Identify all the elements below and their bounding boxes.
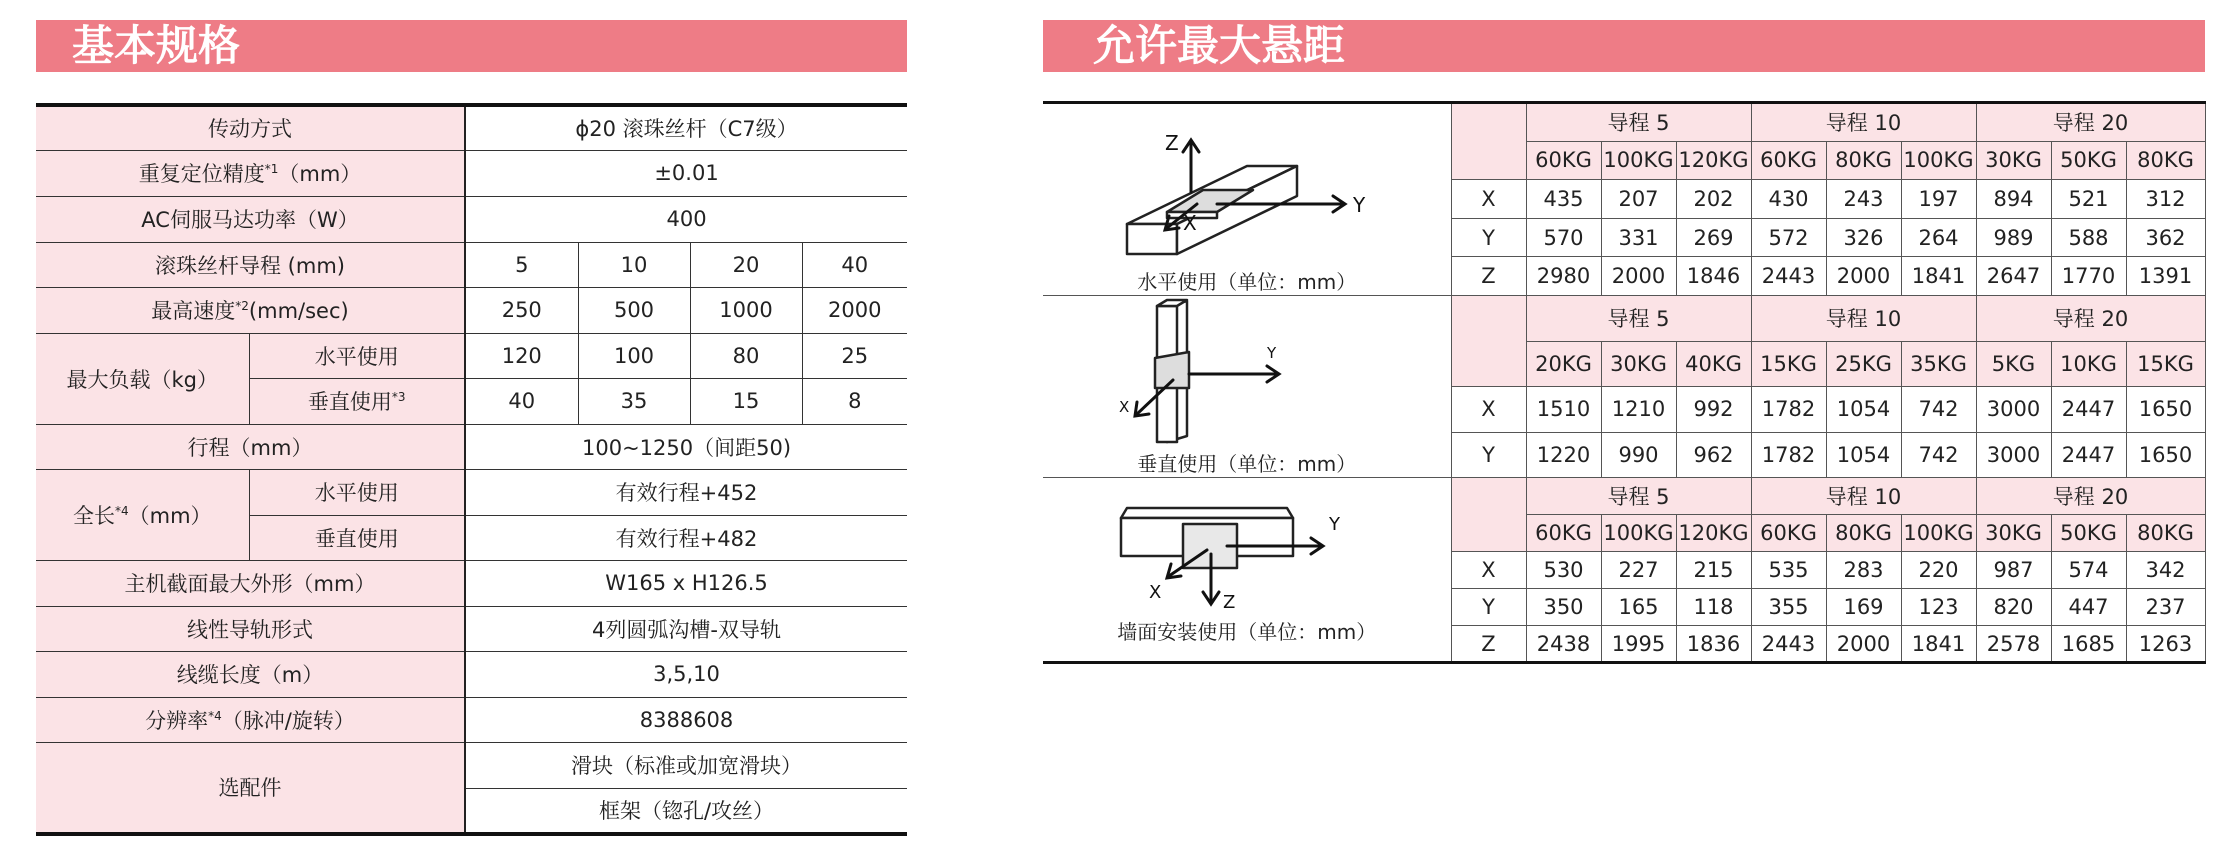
overhang-value: 243	[1826, 180, 1901, 219]
load-header: 60KG	[1751, 515, 1826, 552]
overhang-value: 1263	[2126, 626, 2205, 663]
spec-value: 3,5,10	[465, 651, 907, 697]
overhang-value: 992	[1676, 387, 1751, 433]
load-header: 60KG	[1526, 141, 1601, 180]
load-header: 120KG	[1676, 141, 1751, 180]
load-header: 100KG	[1601, 515, 1676, 552]
overhang-value: 1846	[1676, 257, 1751, 296]
wall-mount-diagram	[1097, 494, 1397, 614]
load-header: 80KG	[1826, 515, 1901, 552]
overhang-value: 207	[1601, 180, 1676, 219]
diagram-caption: 垂直使用（单位：mm）	[1137, 452, 1357, 476]
axis-cell: Z	[1451, 257, 1526, 296]
axis-z-label: Z	[1222, 592, 1236, 613]
spec-row-lead	[36, 242, 907, 287]
spec-label: 主机截面最大外形（mm）	[36, 560, 465, 606]
overhang-value: 2000	[1601, 257, 1676, 296]
overhang-value: 990	[1601, 432, 1676, 478]
spec-value: 有效行程+452	[465, 469, 907, 515]
overhang-value: 820	[1976, 589, 2051, 626]
axis-y-label: Y	[1328, 514, 1340, 535]
lead-header: 导程 5	[1526, 296, 1751, 342]
spec-value: 8388608	[465, 697, 907, 742]
spec-value: 1000	[690, 287, 802, 333]
overhang-value: 1650	[2126, 387, 2205, 433]
spec-label: 行程（mm）	[36, 424, 465, 469]
overhang-value: 989	[1976, 218, 2051, 257]
overhang-value: 1054	[1826, 387, 1901, 433]
load-header: 25KG	[1826, 341, 1901, 387]
overhang-value: 237	[2126, 589, 2205, 626]
spec-value: 80	[690, 333, 802, 378]
spec-value: 15	[690, 378, 802, 424]
overhang-lead-row	[1043, 478, 2205, 515]
spec-sublabel: 水平使用	[249, 469, 465, 515]
overhang-lead-row	[1043, 296, 2205, 342]
load-header: 100KG	[1901, 515, 1976, 552]
load-header: 60KG	[1526, 515, 1601, 552]
overhang-value: 202	[1676, 180, 1751, 219]
overhang-value: 3000	[1976, 387, 2051, 433]
overhang-value: 435	[1526, 180, 1601, 219]
spec-label: 滚珠丝杆导程 (mm)	[36, 242, 465, 287]
overhang-value: 2443	[1751, 257, 1826, 296]
overhang-value: 572	[1751, 218, 1826, 257]
overhang-value: 1995	[1601, 626, 1676, 663]
lead-header: 导程 10	[1751, 103, 1976, 142]
overhang-value: 962	[1676, 432, 1751, 478]
load-header: 100KG	[1601, 141, 1676, 180]
spec-row-speed	[36, 287, 907, 333]
mount-diagram-cell	[1043, 478, 1451, 663]
overhang-value: 1770	[2051, 257, 2126, 296]
load-header: 10KG	[2051, 341, 2126, 387]
spec-value: 8	[802, 378, 907, 424]
overhang-value: 1841	[1901, 257, 1976, 296]
spec-label: AC伺服马达功率（W）	[36, 196, 465, 242]
spec-row-options-1	[36, 742, 907, 788]
diagram-caption: 墙面安装使用（单位：mm）	[1117, 620, 1377, 644]
spec-value: 120	[465, 333, 578, 378]
overhang-value: 2000	[1826, 257, 1901, 296]
overhang-value: 2438	[1526, 626, 1601, 663]
overhang-value: 1510	[1526, 387, 1601, 433]
spec-row-cable	[36, 651, 907, 697]
overhang-value: 742	[1901, 387, 1976, 433]
axis-y-label: Y	[1352, 193, 1365, 217]
spec-value: 40	[465, 378, 578, 424]
overhang-value: 197	[1901, 180, 1976, 219]
spec-row-length-horizontal	[36, 469, 907, 515]
spec-value: 4列圆弧沟槽-双导轨	[465, 606, 907, 651]
spec-row-repeat	[36, 150, 907, 196]
axis-cell: Y	[1451, 432, 1526, 478]
spec-row-load-horizontal	[36, 333, 907, 378]
axis-x-label: X	[1182, 211, 1197, 235]
spec-label: 选配件	[36, 742, 465, 834]
overhang-section-header: 允许最大悬距	[1043, 20, 2205, 72]
load-header: 30KG	[1976, 141, 2051, 180]
overhang-value: 2000	[1826, 626, 1901, 663]
spec-row-resolution	[36, 697, 907, 742]
vertical-mount-diagram	[1097, 296, 1397, 446]
load-header: 100KG	[1901, 141, 1976, 180]
axis-cell: Y	[1451, 218, 1526, 257]
overhang-value: 269	[1676, 218, 1751, 257]
overhang-value: 227	[1601, 552, 1676, 589]
overhang-lead-row	[1043, 103, 2205, 142]
overhang-value: 1836	[1676, 626, 1751, 663]
axis-y-label: Y	[1266, 344, 1276, 362]
overhang-value: 331	[1601, 218, 1676, 257]
spec-label: 线性导轨形式	[36, 606, 465, 651]
spec-sublabel: 水平使用	[249, 333, 465, 378]
spec-label: 最高速度$^{*2}$(mm/sec)	[36, 287, 465, 333]
overhang-value: 169	[1826, 589, 1901, 626]
axis-z-label: Z	[1164, 131, 1179, 155]
load-header: 80KG	[2126, 515, 2205, 552]
load-header: 5KG	[1976, 341, 2051, 387]
load-header: 50KG	[2051, 141, 2126, 180]
overhang-value: 1210	[1601, 387, 1676, 433]
spec-label: 全长$^{*4}$（mm）	[36, 469, 249, 560]
spec-label: 传动方式	[36, 105, 465, 150]
overhang-value: 350	[1526, 589, 1601, 626]
horizontal-mount-diagram	[1097, 104, 1397, 264]
overhang-value: 326	[1826, 218, 1901, 257]
spec-value: 2000	[802, 287, 907, 333]
spec-label: 最大负载（kg）	[36, 333, 249, 424]
axis-cell: Z	[1451, 626, 1526, 663]
load-header: 20KG	[1526, 341, 1601, 387]
overhang-value: 283	[1826, 552, 1901, 589]
lead-header: 导程 5	[1526, 478, 1751, 515]
spec-row-rail	[36, 606, 907, 651]
overhang-value: 220	[1901, 552, 1976, 589]
overhang-value: 264	[1901, 218, 1976, 257]
mount-diagram-cell	[1043, 103, 1451, 296]
spec-row-drive	[36, 105, 907, 150]
load-header: 15KG	[1751, 341, 1826, 387]
lead-header: 导程 20	[1976, 103, 2205, 142]
axis-x-label: X	[1148, 582, 1162, 603]
lead-header: 导程 20	[1976, 478, 2205, 515]
spec-value: ±0.01	[465, 150, 907, 196]
overhang-value: 215	[1676, 552, 1751, 589]
spec-row-stroke	[36, 424, 907, 469]
spec-value: 500	[578, 287, 690, 333]
load-header: 30KG	[1601, 341, 1676, 387]
spec-value: 35	[578, 378, 690, 424]
lead-header: 导程 5	[1526, 103, 1751, 142]
overhang-value: 574	[2051, 552, 2126, 589]
load-header: 50KG	[2051, 515, 2126, 552]
overhang-value: 2647	[1976, 257, 2051, 296]
axis-header-cell	[1451, 296, 1526, 387]
load-header: 80KG	[2126, 141, 2205, 180]
overhang-value: 1782	[1751, 387, 1826, 433]
overhang-value: 521	[2051, 180, 2126, 219]
spec-value: W165 x H126.5	[465, 560, 907, 606]
load-header: 60KG	[1751, 141, 1826, 180]
axis-cell: X	[1451, 552, 1526, 589]
overhang-value: 2443	[1751, 626, 1826, 663]
overhang-value: 342	[2126, 552, 2205, 589]
overhang-value: 987	[1976, 552, 2051, 589]
load-header: 30KG	[1976, 515, 2051, 552]
overhang-value: 570	[1526, 218, 1601, 257]
spec-sublabel: 垂直使用$^{*3}$	[249, 378, 465, 424]
overhang-value: 355	[1751, 589, 1826, 626]
load-header: 15KG	[2126, 341, 2205, 387]
spec-label: 重复定位精度$^{*1}$（mm）	[36, 150, 465, 196]
load-header: 35KG	[1901, 341, 1976, 387]
overhang-value: 1391	[2126, 257, 2205, 296]
overhang-value: 362	[2126, 218, 2205, 257]
axis-header-cell	[1451, 478, 1526, 552]
diagram-caption: 水平使用（单位：mm）	[1137, 270, 1357, 294]
spec-value: 有效行程+482	[465, 515, 907, 560]
axis-cell: Y	[1451, 589, 1526, 626]
overhang-value: 447	[2051, 589, 2126, 626]
overhang-value: 165	[1601, 589, 1676, 626]
lead-header: 导程 10	[1751, 478, 1976, 515]
overhang-value: 894	[1976, 180, 2051, 219]
overhang-value: 2447	[2051, 432, 2126, 478]
axis-cell: X	[1451, 180, 1526, 219]
spec-value: 20	[690, 242, 802, 287]
spec-value: 100~1250（间距50)	[465, 424, 907, 469]
overhang-value: 1220	[1526, 432, 1601, 478]
lead-header: 导程 10	[1751, 296, 1976, 342]
spec-section-header: 基本规格	[36, 20, 907, 72]
spec-value: 10	[578, 242, 690, 287]
overhang-table	[1043, 101, 2206, 664]
overhang-value: 2980	[1526, 257, 1601, 296]
axis-header-cell	[1451, 103, 1526, 180]
load-header: 40KG	[1676, 341, 1751, 387]
spec-value: 100	[578, 333, 690, 378]
overhang-value: 530	[1526, 552, 1601, 589]
load-header: 120KG	[1676, 515, 1751, 552]
spec-sublabel: 垂直使用	[249, 515, 465, 560]
overhang-value: 3000	[1976, 432, 2051, 478]
overhang-value: 118	[1676, 589, 1751, 626]
spec-value: 40	[802, 242, 907, 287]
overhang-value: 430	[1751, 180, 1826, 219]
spec-label: 线缆长度（m）	[36, 651, 465, 697]
overhang-value: 1841	[1901, 626, 1976, 663]
overhang-value: 742	[1901, 432, 1976, 478]
overhang-value: 1054	[1826, 432, 1901, 478]
spec-value: 250	[465, 287, 578, 333]
spec-value: 框架（锪孔/攻丝）	[465, 788, 907, 834]
lead-header: 导程 20	[1976, 296, 2205, 342]
overhang-value: 1650	[2126, 432, 2205, 478]
overhang-value: 312	[2126, 180, 2205, 219]
mount-diagram-cell	[1043, 296, 1451, 478]
overhang-value: 1685	[2051, 626, 2126, 663]
load-header: 80KG	[1826, 141, 1901, 180]
overhang-value: 2447	[2051, 387, 2126, 433]
spec-row-motor	[36, 196, 907, 242]
spec-value: 滑块（标准或加宽滑块）	[465, 742, 907, 788]
overhang-value: 535	[1751, 552, 1826, 589]
spec-value: 5	[465, 242, 578, 287]
overhang-value: 2578	[1976, 626, 2051, 663]
axis-cell: X	[1451, 387, 1526, 433]
spec-table	[36, 103, 907, 836]
overhang-value: 588	[2051, 218, 2126, 257]
overhang-value: 1782	[1751, 432, 1826, 478]
axis-x-label: X	[1118, 398, 1130, 416]
spec-value: ϕ20 滚珠丝杆（C7级）	[465, 105, 907, 150]
spec-value: 400	[465, 196, 907, 242]
spec-row-section	[36, 560, 907, 606]
overhang-value: 123	[1901, 589, 1976, 626]
spec-value: 25	[802, 333, 907, 378]
spec-label: 分辨率$^{*4}$（脉冲/旋转）	[36, 697, 465, 742]
